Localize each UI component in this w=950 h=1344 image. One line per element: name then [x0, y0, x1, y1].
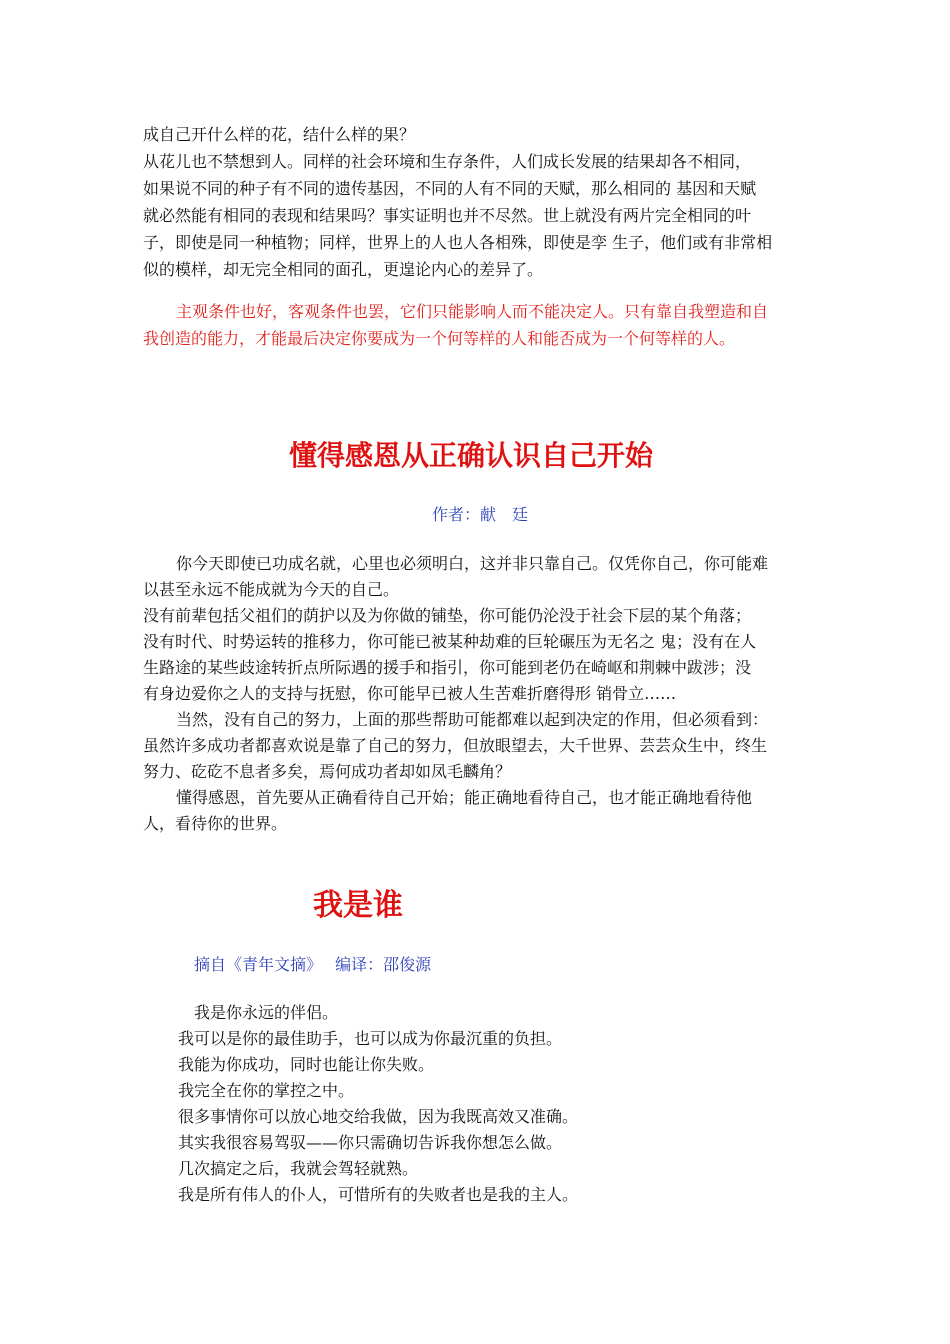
paragraph-line: 我是你永远的伴侣。 — [194, 1003, 339, 1022]
paragraph-line: 从花儿也不禁想到人。同样的社会环境和生存条件，人们成长发展的结果却各不相同， — [143, 152, 752, 171]
paragraph-line: 我是所有伟人的仆人，可惜所有的失败者也是我的主人。 — [178, 1185, 579, 1204]
paragraph-line: 懂得感恩，首先要从正确看待自己开始；能正确地看待自己，也才能正确地看待他 — [176, 788, 753, 807]
paragraph-line: 人，看待你的世界。 — [143, 814, 288, 833]
paragraph-line: 就必然能有相同的表现和结果吗？事实证明也并不尽然。世上就没有两片完全相同的叶 — [143, 206, 752, 225]
paragraph-line: 没有前辈包括父祖们的荫护以及为你做的铺垫，你可能仍沦没于社会下层的某个角落； — [143, 606, 752, 625]
paragraph-line: 如果说不同的种子有不同的遗传基因，不同的人有不同的天赋，那么相同的 基因和天赋 — [143, 179, 757, 198]
paragraph-line: 有身边爱你之人的支持与抚慰，你可能早已被人生苦难折磨得形 销骨立…… — [143, 684, 677, 703]
article-author: 作者：献 廷 — [432, 505, 529, 524]
paragraph-line: 生路途的某些歧途转折点所际遇的援手和指引，你可能到老仍在崎岖和荆棘中跋涉；没 — [143, 658, 752, 677]
paragraph-line: 你今天即使已功成名就，心里也必须明白，这并非只靠自己。仅凭你自己，你可能难 — [176, 554, 769, 573]
paragraph-line: 我完全在你的掌控之中。 — [178, 1081, 355, 1100]
paragraph-line: 我可以是你的最佳助手，也可以成为你最沉重的负担。 — [178, 1029, 563, 1048]
paragraph-line: 我能为你成功，同时也能让你失败。 — [178, 1055, 435, 1074]
paragraph-line: 成自己开什么样的花，结什么样的果？ — [143, 125, 416, 144]
highlight-line: 我创造的能力，才能最后决定你要成为一个何等样的人和能否成为一个何等样的人。 — [143, 329, 736, 348]
paragraph-line: 没有时代、时势运转的推移力，你可能已被某种劫难的巨轮碾压为无名之 鬼；没有在人 — [143, 632, 757, 651]
paragraph-line: 几次搞定之后，我就会驾轻就熟。 — [178, 1159, 419, 1178]
paragraph-line: 努力、矻矻不息者多矣，焉何成功者却如凤毛麟角？ — [143, 762, 512, 781]
article-title: 懂得感恩从正确认识自己开始 — [289, 439, 654, 472]
paragraph-line: 虽然许多成功者都喜欢说是靠了自己的努力，但放眼望去，大千世界、芸芸众生中，终生 — [143, 736, 768, 755]
paragraph-line: 子，即使是同一种植物；同样，世界上的人也人各相殊，即使是孪 生子，他们或有非常相 — [143, 233, 773, 252]
paragraph-line: 当然，没有自己的努力，上面的那些帮助可能都难以起到决定的作用，但必须看到： — [176, 710, 769, 729]
paragraph-line: 其实我很容易驾驭——你只需确切告诉我你想怎么做。 — [178, 1133, 563, 1152]
article-source: 摘自《青年文摘》 编译：邵俊源 — [194, 955, 432, 974]
paragraph-line: 以甚至永远不能成就为今天的自己。 — [143, 580, 400, 599]
paragraph-line: 似的模样，却无完全相同的面孔，更遑论内心的差异了。 — [143, 260, 544, 279]
article-title: 我是谁 — [313, 888, 403, 923]
paragraph-line: 很多事情你可以放心地交给我做，因为我既高效又准确。 — [178, 1107, 579, 1126]
highlight-line: 主观条件也好，客观条件也罢，它们只能影响人而不能决定人。只有靠自我塑造和自 — [176, 302, 769, 321]
